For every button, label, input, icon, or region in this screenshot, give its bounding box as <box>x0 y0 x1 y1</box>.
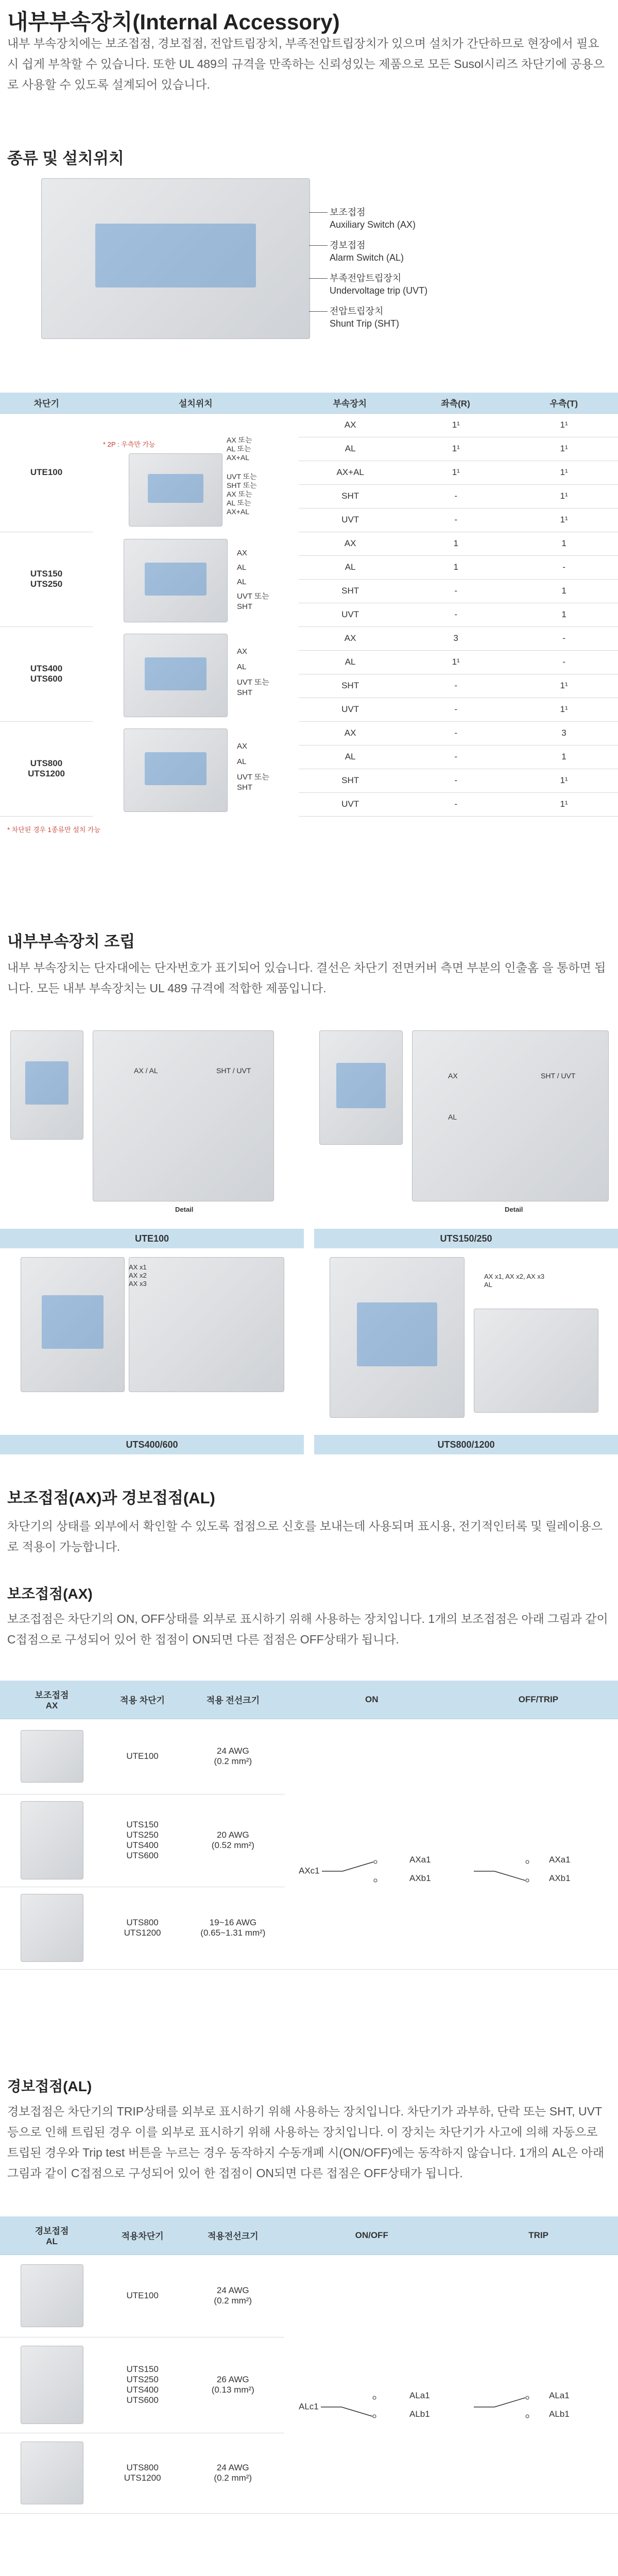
al-onoff-symbol: ALc1 <box>299 2392 393 2422</box>
uts800-tags: AX x1, AX x2, AX x3 AL <box>484 1273 545 1289</box>
th-left: 좌측(R) <box>401 393 509 413</box>
detail-label-b: Detail <box>505 1206 523 1213</box>
callout-al: 경보접점 Alarm Switch (AL) <box>330 240 404 263</box>
uts150-detail-image <box>412 1030 609 1201</box>
callout-uvt: 부족전압트립장치 Undervoltage trip (UVT) <box>330 273 428 296</box>
ax-image-2 <box>21 1801 83 1879</box>
tag-sht-uvt-b: SHT / UVT <box>541 1072 576 1080</box>
ute100-assembly-image <box>10 1030 83 1140</box>
install-table <box>0 393 618 414</box>
al-image-1 <box>21 2264 83 2327</box>
ax-row2-wire: 20 AWG (0.52 mm²) <box>181 1794 285 1887</box>
breaker-exploded-image <box>41 178 310 339</box>
label-uts400-600: UTS400/600 <box>0 1435 304 1454</box>
uts400-tags: AX x1 AX x2 AX x3 <box>129 1263 147 1287</box>
al-title: 경보접점(AL) <box>7 2078 92 2094</box>
uts150-rows: AX 1 1 AL 1 - SHT - 1 UVT - 1 <box>299 532 618 627</box>
intro-text: 내부 부속장치에는 보조접점, 경보접점, 전압트립장치, 부족전압트립장치가 있으며 설치가 간단하므로 현장에서 필요시 쉽게 부착할 수 있습니다. 또한 UL 489의 규격을 만족하는 신뢰성있는 제품으로 모든 Susol시리즈 차단기에 공용으로 사용할 수 있도록 설계되어 있습니다. <box>7 37 605 91</box>
ax-image-3 <box>21 1894 83 1962</box>
al-row1-wire: 24 AWG (0.2 mm²) <box>181 2255 284 2337</box>
th-right: 우측(T) <box>510 393 618 413</box>
label-uts150-250: UTS150/250 <box>314 1229 618 1248</box>
ax-off-symbol <box>474 1856 546 1887</box>
al-row2-breakers: UTS150 UTS250 UTS400 UTS600 <box>104 2337 181 2433</box>
ax-on-a: AXa1 <box>409 1855 431 1865</box>
al-row2-wire: 26 AWG (0.13 mm²) <box>181 2337 284 2433</box>
tag-ax-b: AX <box>448 1072 458 1080</box>
uts800-location-image <box>124 728 228 812</box>
uts400-labels: AX AL UVT 또는 SHT <box>237 647 269 697</box>
th-breaker: 차단기 <box>0 393 93 413</box>
ax-on-b: AXb1 <box>409 1873 431 1883</box>
uts800-assembly-image <box>330 1257 465 1418</box>
tag-al-b: AL <box>448 1113 457 1121</box>
ax-row3-wire: 19~16 AWG (0.65~1.31 mm²) <box>181 1887 285 1969</box>
ax-row1-breakers: UTE100 <box>104 1719 181 1794</box>
uts150-assembly-image <box>319 1030 403 1145</box>
uts150-location-image <box>124 539 228 622</box>
ute100-location-image <box>129 453 222 527</box>
al-image-2 <box>21 2346 83 2424</box>
assembly-text: 내부 부속장치는 단자대에는 단자번호가 표기되어 있습니다. 결선은 차단기 전면커버 측면 부분의 인출홈 을 통하면 됩니다. 모든 내부 부속장치는 UL 489 규격에 적합한 제품입니다. <box>7 961 606 995</box>
ax-table: 보조접점 AX 적용 차단기 적용 전선크기 ON OFF/TRIP UTE100 24 AWG (0.2 mm²) UTS150 UTS250 UTS400 UTS600 20 AWG (0.52 mm²) UTS800 UTS1200 19~16 AWG (0.65~1.31 mm²) <box>0 1681 618 1970</box>
group-uts400-breaker: UTS400 UTS600 <box>0 626 93 722</box>
ax-text: 보조접점은 차단기의 ON, OFF상태를 외부로 표시하기 위해 사용하는 장치입니다. 1개의 보조접점은 아래 그림과 같이 C접점으로 구성되어 있어 한 접점이 ON되면 다른 접점은 OFF상태가 됩니다. <box>7 1612 608 1646</box>
al-row1-breakers: UTE100 <box>104 2255 181 2337</box>
al-trip-symbol <box>474 2392 546 2422</box>
uts400-detail-image <box>129 1257 284 1392</box>
tag-ax-al-a: AX / AL <box>134 1066 158 1075</box>
th-accessory: 부속장치 <box>298 393 401 413</box>
uts400-assembly-image <box>21 1257 125 1392</box>
uts800-detail-image <box>474 1309 598 1413</box>
al-text: 경보접점은 차단기의 TRIP상태를 외부로 표시하기 위해 사용하는 장치입니다. 차단기가 과부하, 단락 또는 SHT, UVT 등으로 인해 트립된 경우 이를 외부로 표시하기 위해 사용하는 장치입니다. 이 장치는 차단기가 사고에 의해 자동으로 트립된 경우와 Trip test 버튼을 누르는 경우 동작하지 수동개폐 시(ON/OFF)에는 동작하지 않습니다. 1개의 AL은 아래 그림과 같이 C접점으로 구성되어 있어 한 접점이 ON되면 다른 접점은 OFF상태가 됩니다. <box>7 2105 605 2180</box>
ute100-detail-image <box>93 1030 274 1201</box>
ax-off-b: AXb1 <box>549 1873 571 1883</box>
ute100-rows: AX 1¹ 1¹ AL 1¹ 1¹ AX+AL 1¹ 1¹ SHT - 1¹ UVT - 1¹ <box>299 413 618 532</box>
label-ute100: UTE100 <box>0 1229 304 1248</box>
al-table: 경보접점 AL 적용차단기 적용전선크기 ON/OFF TRIP UTE100 24 AWG (0.2 mm²) UTS150 UTS250 UTS400 UTS600 26 AWG (0.13 mm²) UTS800 UTS1200 24 AWG (0.2 mm²) <box>0 2216 618 2514</box>
ax-image-1 <box>21 1730 83 1783</box>
assembly-title: 내부부속장치 조립 <box>7 933 135 951</box>
ax-row1-wire: 24 AWG (0.2 mm²) <box>181 1719 285 1794</box>
al-row3-breakers: UTS800 UTS1200 <box>104 2433 181 2513</box>
ax-title: 보조접점(AX) <box>7 1586 93 1602</box>
callout-sht: 전압트립장치 Shunt Trip (SHT) <box>330 306 400 329</box>
group-uts800-breaker: UTS800 UTS1200 <box>0 721 93 817</box>
group-ute100-breaker: UTE100 <box>0 413 93 532</box>
aux-alarm-title: 보조접점(AX)과 경보접점(AL) <box>7 1489 215 1507</box>
ax-row2-breakers: UTS150 UTS250 UTS400 UTS600 <box>104 1794 181 1887</box>
al-onoff-a: ALa1 <box>409 2391 430 2400</box>
callout-ax: 보조접점 Auxiliary Switch (AX) <box>330 207 416 230</box>
uts800-labels: AX AL UVT 또는 SHT <box>237 742 269 792</box>
al-trip-b: ALb1 <box>549 2409 570 2419</box>
uts800-rows: AX - 3 AL - 1 SHT - 1¹ UVT - 1¹ <box>299 721 618 817</box>
al-onoff-b: ALb1 <box>409 2409 430 2419</box>
ute100-note: * 2P : 우측만 가능 <box>103 440 156 448</box>
group-uts150-breaker: UTS150 UTS250 <box>0 532 93 627</box>
ax-on-symbol: AXc1 <box>299 1856 394 1887</box>
al-row3-wire: 24 AWG (0.2 mm²) <box>181 2433 284 2513</box>
al-trip-a: ALa1 <box>549 2391 570 2400</box>
ax-off-a: AXa1 <box>549 1855 571 1865</box>
label-uts800-1200: UTS800/1200 <box>314 1435 618 1454</box>
uts400-location-image <box>124 634 228 717</box>
uts400-rows: AX 3 - AL 1¹ - SHT - 1¹ UVT - 1¹ <box>299 626 618 722</box>
aux-alarm-text: 차단기의 상태를 외부에서 확인할 수 있도록 접점으로 신호를 보내는데 사용되며 표시용, 전기적인터록 및 릴레이용으로 적용이 가능합니다. <box>7 1519 603 1553</box>
ax-row3-breakers: UTS800 UTS1200 <box>104 1887 181 1969</box>
al-image-3 <box>21 2442 83 2504</box>
install-footnote: * 차단된 경우 1종류만 설치 가능 <box>7 826 101 834</box>
page-title: 내부부속장치(Internal Accessory) <box>7 10 340 34</box>
ute100-labels: AX 또는 AL 또는 AX+AL UVT 또는 SHT 또는 AX 또는 AL 또는 AX+AL <box>227 436 257 516</box>
tag-sht-uvt-a: SHT / UVT <box>216 1066 251 1075</box>
types-title: 종류 및 설치위치 <box>7 149 124 167</box>
uts150-labels: AX AL AL UVT 또는 SHT <box>237 549 269 611</box>
th-location: 설치위치 <box>93 393 299 413</box>
detail-label-a: Detail <box>175 1206 194 1213</box>
